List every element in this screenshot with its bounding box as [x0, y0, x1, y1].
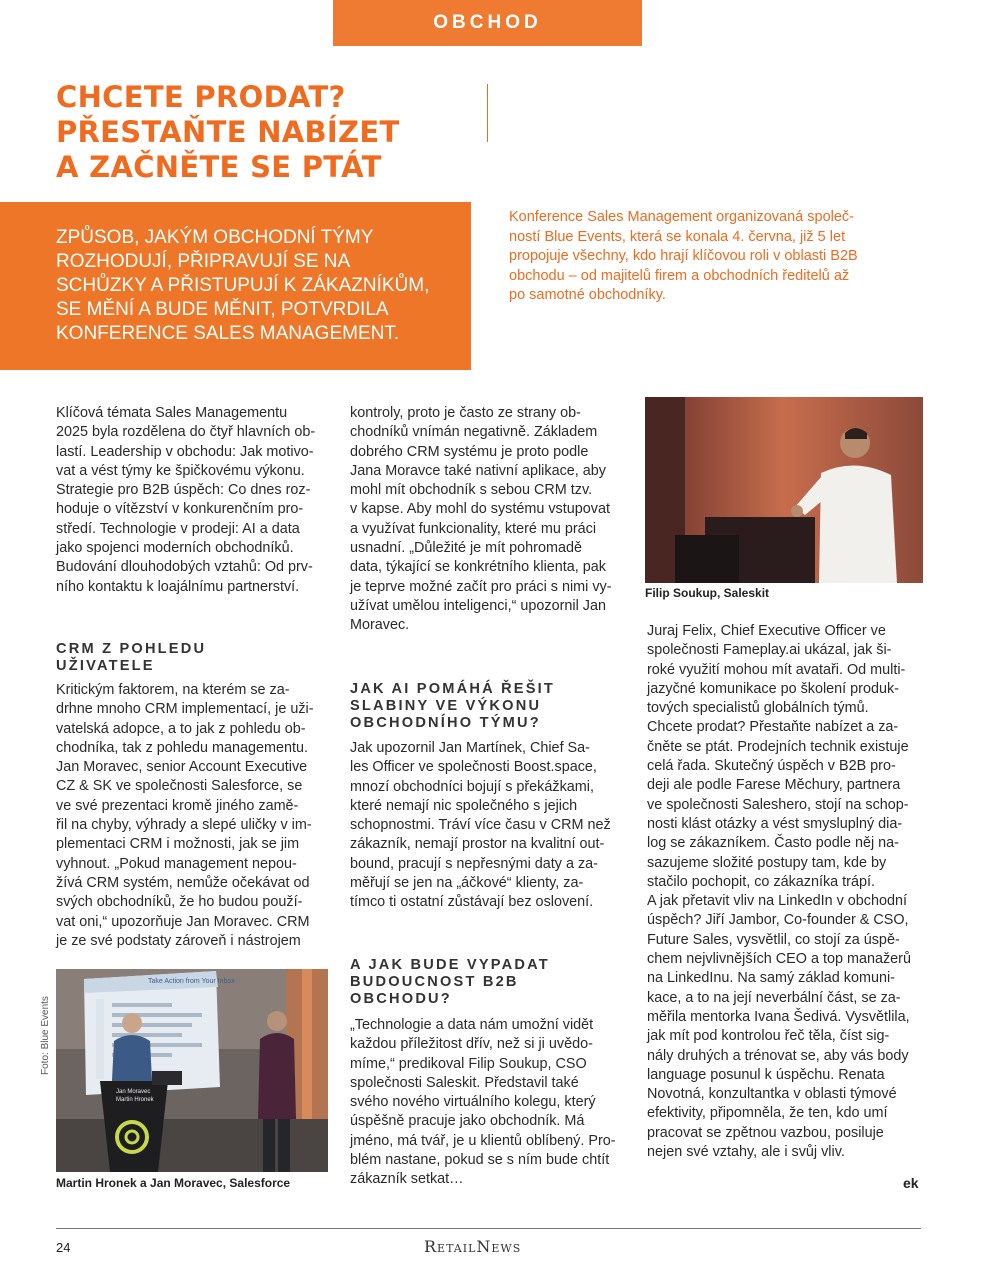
column-2-paragraph-1: [350, 404, 630, 636]
text-line: míme,“ predikoval Filip Soukup, CSO: [350, 1055, 587, 1072]
text-line: blém nastane, pokud se s ním bude chtít: [350, 1152, 610, 1169]
intro-line: propojuje všechny, kdo hrají klíčovou roli v oblasti B2B: [509, 248, 858, 264]
subheading-future: [350, 957, 630, 1008]
text-line: středí. Technologie v prodeji: AI a data: [56, 520, 300, 537]
lead-line: ZPŮSOB, JAKÝM OBCHODNÍ TÝMY: [56, 227, 374, 248]
text-line: úspěch? Jiří Jambor, Co-founder & CSO,: [647, 912, 909, 929]
text-line: Klíčová témata Sales Managementu: [56, 405, 288, 421]
subheading-ai: [350, 681, 630, 732]
text-line: jméno, má tvář, je u klientů oblíbený. Pro-: [350, 1132, 616, 1149]
lead-line: SCHŮZKY A PŘISTUPUJÍ K ZÁKAZNÍKŮM,: [56, 275, 430, 296]
text-line: Future Sales, vysvětlil, co stojí za úspě-: [647, 931, 900, 948]
photo-speaker: [645, 397, 923, 583]
lead-line: KONFERENCE SALES MANAGEMENT.: [56, 323, 400, 344]
text-line: „Technologie a data nám umožní vidět: [350, 1017, 594, 1033]
headline-line: PŘESTAŇTE NABÍZET: [56, 115, 400, 149]
text-line: vat oni,“ upozorňuje Jan Moravec. CRM: [56, 913, 310, 930]
text-line: plementaci CRM i možnosti, jak se jim: [56, 836, 300, 853]
text-line: v kapse. Aby mohl do systému vstupovat: [350, 501, 610, 518]
text-line: jazyčné komunikace po školení produk-: [647, 680, 899, 697]
subheading-line: A JAK BUDE VYPADAT: [350, 957, 550, 973]
subheading-crm: [56, 641, 326, 675]
text-line: na LinkedInu. Na samý základ komuni-: [647, 970, 895, 987]
text-line: tímco ti ostatní zůstávají bez oslovení.: [350, 894, 594, 911]
headline-line: CHCETE PRODAT?: [56, 80, 346, 114]
text-line: Jan Moravec, senior Account Executive: [56, 759, 308, 776]
text-line: nály druhých a trénovat se, aby vás body: [647, 1047, 909, 1064]
text-line: Jak upozornil Jan Martínek, Chief Sa-: [350, 740, 590, 756]
intro-line: obchodu – od majitelů firem a obchodních ředitelů až: [509, 267, 850, 284]
text-line: společnosti Saleskit. Představil také: [350, 1074, 579, 1091]
text-line: měřila mentorka Ivana Šedivá. Vysvětlila,: [647, 1008, 910, 1025]
lead-text: [56, 226, 461, 346]
text-line: vat a vést týmy ke špičkovému výkonu.: [56, 462, 305, 479]
text-line: Juraj Felix, Chief Executive Officer ve: [647, 623, 886, 639]
text-line: nosti klást otázky a vést smysluplný dia-: [647, 815, 903, 832]
text-line: mohl mít obchodník s sebou CRM tzv.: [350, 482, 593, 499]
text-line: Budování dlouhodobých vztahů: Od prv-: [56, 559, 313, 576]
text-line: zákazník, nemají prostor na kvalitní out-: [350, 836, 605, 853]
text-line: každou příležitost dřív, než si ji uvědo-: [350, 1036, 593, 1053]
author-signature: ek: [903, 1175, 919, 1191]
text-line: chodníka, tak z pohledu managementu.: [56, 739, 309, 756]
divider-line: [487, 84, 488, 142]
text-line: les Officer ve společnosti Boost.space,: [350, 759, 597, 776]
text-line: usnadní. „Důležité je mít pohromadě: [350, 540, 582, 557]
headline-line: A ZAČNĚTE SE PTÁT: [56, 150, 382, 184]
photo-credit: Foto: Blue Events: [40, 996, 51, 1075]
text-line: Moravec.: [350, 617, 410, 634]
text-line: chem nejvlivnějších CEO a top manažerů: [647, 951, 911, 968]
text-line: řil na chyby, výhrady a slepé uličky v im-: [56, 817, 312, 834]
text-line: úspěšně pracuje jako obchodník. Má: [350, 1113, 585, 1130]
text-line: společnosti Fameplay.ai ukázal, jak ši-: [647, 642, 892, 659]
subheading-line: OBCHODU?: [350, 991, 452, 1007]
text-line: drhne mnoho CRM implementací, je uži-: [56, 701, 314, 718]
text-line: Strategie pro B2B úspěch: Co dnes roz-: [56, 482, 311, 499]
text-line: kace, a to na její neverbální část, se za-: [647, 989, 901, 1006]
text-line: celá řada. Skutečný úspěch v B2B pro-: [647, 758, 896, 775]
text-line: měřují se jen na „áčkové“ klienty, za-: [350, 875, 584, 892]
text-line: 2025 byla rozdělena do čtyř hlavních ob-: [56, 424, 316, 441]
footer-rule: [56, 1228, 921, 1229]
subheading-line: UŽIVATELE: [56, 658, 155, 674]
text-line: jak mít pod kontrolou řeč těla, číst sig-: [647, 1028, 890, 1045]
text-line: jako spojenci moderních obchodníků.: [56, 540, 294, 557]
text-line: čněte se ptát. Prodejních technik existuje: [647, 738, 909, 755]
text-line: svých obchodníků, že ho budou použí-: [56, 894, 303, 911]
text-line: deji ale podle Farese Měchury, partnera: [647, 777, 901, 794]
text-line: schopnostmi. Tráví více času v CRM než: [350, 817, 611, 834]
text-line: ního kontaktu k loajálnímu partnerství.: [56, 578, 300, 595]
text-line: CZ & SK ve společnosti Salesforce, se: [56, 778, 303, 795]
text-line: které nemají nic společného s jejich: [350, 797, 578, 814]
text-line: A jak přetavit vliv na LinkedIn v obchodní: [647, 893, 907, 910]
text-line: roké využití mohou mít avataři. Od multi-: [647, 661, 906, 678]
text-line: data, týkající se konkrétního klienta, pak: [350, 559, 606, 576]
text-line: vyhnout. „Pokud management nepou-: [56, 855, 297, 872]
column-3-paragraph: [647, 622, 927, 1162]
text-line: bound, pracují s nepřesnými daty a za-: [350, 855, 598, 872]
text-line: Chcete prodat? Přestaňte nabízet a za-: [647, 719, 899, 736]
text-line: je teprve možné začít pro práci s nimi vy-: [350, 578, 612, 595]
screen-text: Take Action from Your Inbox: [148, 978, 235, 985]
text-line: stačilo pochopit, co zákazníka trápí.: [647, 873, 875, 890]
magazine-logo: RetailNews: [424, 1237, 522, 1256]
text-line: nejen své vztahy, ale i svůj vliv.: [647, 1144, 845, 1161]
text-line: sazujeme složité postupy tam, kde by: [647, 854, 887, 871]
text-line: pracovat se zpětnou vazbou, posiluje: [647, 1124, 884, 1141]
text-line: vatelská adopce, a to jak z pohledu ob-: [56, 720, 306, 737]
text-line: log se zákazníkem. Často podle něj na-: [647, 835, 899, 852]
text-line: language posunul k úspěchu. Renata: [647, 1066, 885, 1083]
text-line: ve své prezentaci kromě jiného zamě-: [56, 797, 299, 814]
intro-paragraph: [509, 208, 929, 306]
text-line: a využívat funkcionality, které mu práci: [350, 520, 597, 537]
column-2-paragraph-2: [350, 739, 630, 913]
intro-line: ností Blue Events, která se konala 4. června, již 5 let: [509, 228, 846, 245]
text-line: efektivity, připomněla, že ten, kdo umí: [647, 1105, 888, 1122]
column-2-paragraph-3: [350, 1016, 630, 1190]
photo-presenters: [56, 969, 328, 1172]
column-1-paragraph-1: [56, 404, 326, 597]
text-line: dobrého CRM systému je proto podle: [350, 443, 589, 460]
photo-caption-left: Martin Hronek a Jan Moravec, Salesforce: [56, 1176, 291, 1190]
subheading-line: JAK AI POMÁHÁ ŘEŠIT: [350, 681, 556, 697]
text-line: kontroly, proto je často ze strany ob-: [350, 405, 581, 421]
column-1-paragraph-2: [56, 681, 326, 951]
subheading-line: OBCHODNÍHO TÝMU?: [350, 715, 541, 731]
text-line: Novotná, konzultantka v oblasti týmové: [647, 1086, 897, 1103]
text-line: Kritickým faktorem, na kterém se za-: [56, 682, 290, 698]
text-line: ve společnosti Saleshero, stojí na schop-: [647, 796, 909, 813]
podium-text: Martin Hronek: [116, 1097, 154, 1103]
article-headline: [56, 80, 476, 185]
page-number: 24: [56, 1240, 71, 1255]
photo-caption-right: Filip Soukup, Saleskit: [645, 586, 770, 600]
text-line: žívá CRM systém, nemůže očekávat od: [56, 874, 310, 891]
text-line: lastí. Leadership v obchodu: Jak motivo-: [56, 443, 314, 460]
text-line: mnozí obchodníci bojují s překážkami,: [350, 778, 594, 795]
text-line: hoduje o vítězství v konkurenčním pro-: [56, 501, 304, 518]
section-label: OBCHOD: [333, 0, 642, 46]
text-line: je ze své podstaty zároveň i nástrojem: [56, 932, 301, 949]
text-line: chodníků vnímán negativně. Základem: [350, 424, 598, 441]
subheading-line: SLABINY VE VÝKONU: [350, 698, 542, 714]
lead-line: ROZHODUJÍ, PŘIPRAVUJÍ SE NA: [56, 251, 351, 272]
text-line: svého nového virtuálního kolegu, který: [350, 1094, 596, 1111]
intro-line: po samotné obchodníky.: [509, 287, 666, 303]
podium-text: Jan Moravec: [116, 1089, 151, 1095]
lead-line: SE MĚNÍ A BUDE MĚNIT, POTVRDILA: [56, 299, 389, 320]
subheading-line: CRM Z POHLEDU: [56, 641, 207, 657]
text-line: Jana Moravce také nativní aplikace, aby: [350, 462, 606, 479]
intro-line: Konference Sales Management organizovaná společ-: [509, 209, 854, 225]
text-line: užívat umělou inteligenci,“ upozornil Jan: [350, 597, 606, 614]
subheading-line: BUDOUCNOST B2B: [350, 974, 519, 990]
text-line: tových specialistů globálních týmů.: [647, 700, 869, 717]
text-line: zákazník setkat…: [350, 1171, 464, 1188]
